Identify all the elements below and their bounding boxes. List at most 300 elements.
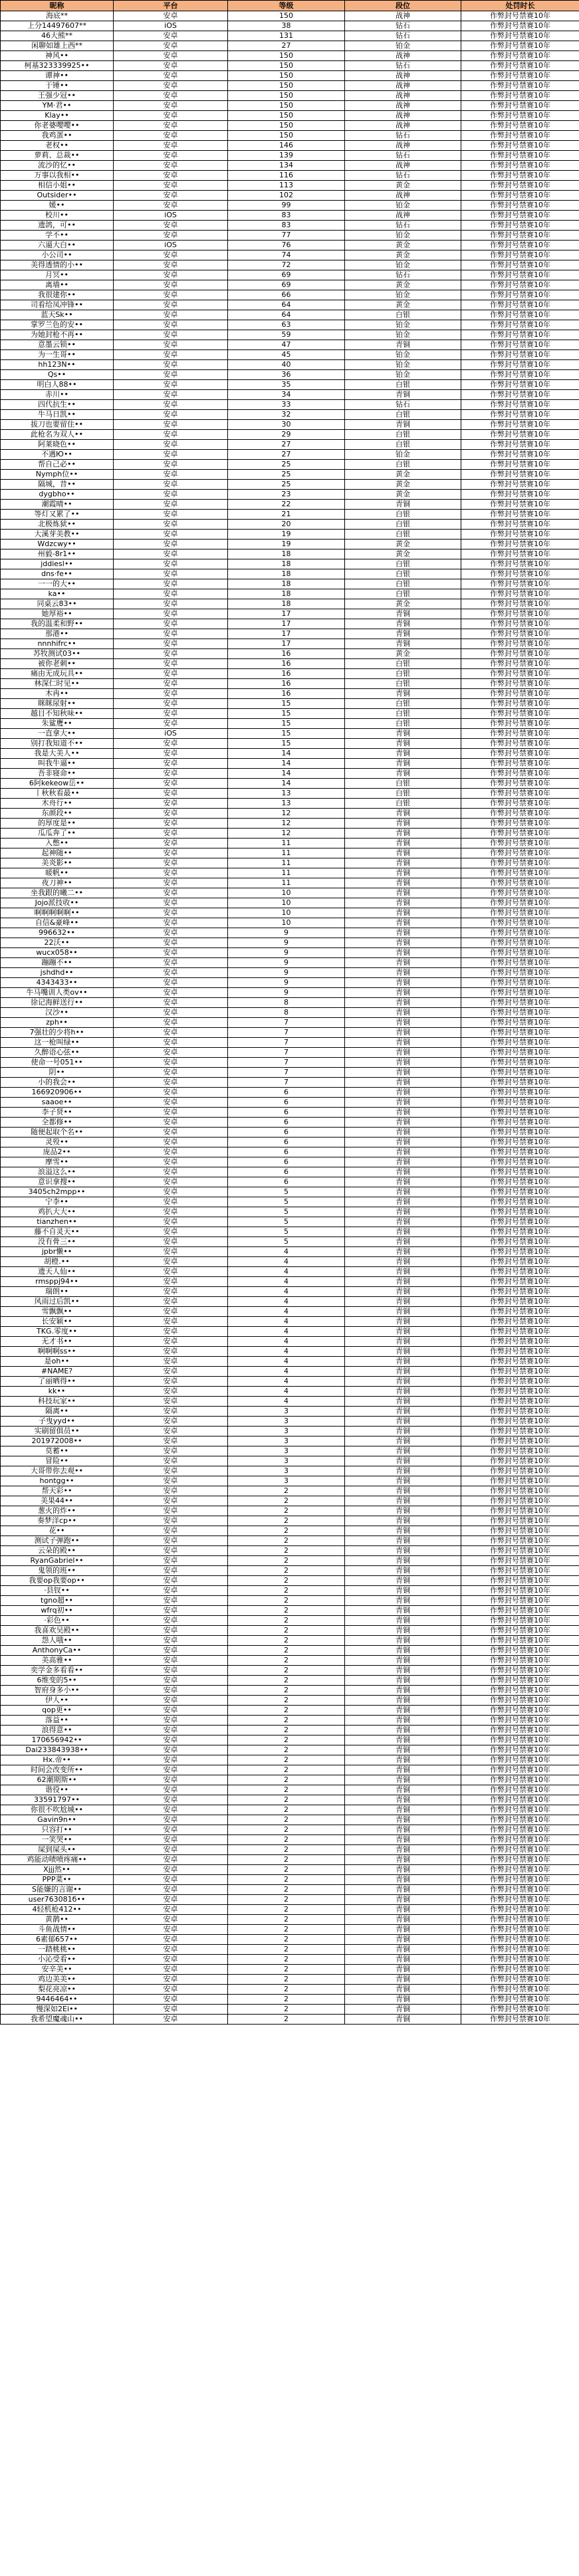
table-row bbox=[1, 1167, 579, 1177]
table-row bbox=[1, 1317, 579, 1327]
cell-platform: 安卓 bbox=[114, 1028, 228, 1038]
cell-level: 4 bbox=[228, 1267, 345, 1277]
cell-level: 10 bbox=[228, 918, 345, 928]
cell-nickname: Outsider•• bbox=[1, 191, 114, 201]
table-row bbox=[1, 579, 579, 589]
cell-nickname: 海底** bbox=[1, 11, 114, 21]
cell-nickname: 相信小姐•• bbox=[1, 181, 114, 191]
cell-platform: 安卓 bbox=[114, 1387, 228, 1397]
cell-rank: 白银 bbox=[345, 589, 461, 599]
table-row bbox=[1, 878, 579, 888]
cell-nickname: 不遇Ю•• bbox=[1, 450, 114, 460]
cell-nickname: 雪飘飘•• bbox=[1, 1307, 114, 1317]
cell-rank: 黄金 bbox=[345, 599, 461, 609]
cell-nickname: 被你老刺•• bbox=[1, 659, 114, 669]
cell-nickname: 屎到屎头•• bbox=[1, 1845, 114, 1855]
table-row bbox=[1, 41, 579, 51]
cell-level: 2 bbox=[228, 1516, 345, 1526]
cell-level: 18 bbox=[228, 599, 345, 609]
cell-nickname: 一直拿大•• bbox=[1, 729, 114, 739]
cell-nickname: 流沙的忆•• bbox=[1, 161, 114, 171]
table-row bbox=[1, 958, 579, 968]
cell-level: 30 bbox=[228, 420, 345, 430]
cell-rank: 黄金 bbox=[345, 540, 461, 549]
table-row bbox=[1, 1327, 579, 1337]
cell-penalty: 作弊封号禁赛10年 bbox=[461, 300, 579, 310]
cell-nickname: Wdzcwy•• bbox=[1, 540, 114, 549]
cell-platform: 安卓 bbox=[114, 1905, 228, 1915]
cell-rank: 青铜 bbox=[345, 1058, 461, 1068]
cell-nickname: 花•• bbox=[1, 1526, 114, 1536]
cell-platform: 安卓 bbox=[114, 1088, 228, 1098]
cell-level: 2 bbox=[228, 1716, 345, 1726]
cell-platform: 安卓 bbox=[114, 599, 228, 609]
cell-penalty: 作弊封号禁赛10年 bbox=[461, 1526, 579, 1536]
cell-platform: 安卓 bbox=[114, 121, 228, 131]
cell-nickname: AnthonyCa•• bbox=[1, 1646, 114, 1656]
cell-rank: 青铜 bbox=[345, 1616, 461, 1626]
table-row bbox=[1, 988, 579, 998]
table-row bbox=[1, 1955, 579, 1965]
cell-rank: 青铜 bbox=[345, 998, 461, 1008]
cell-nickname: S能嫌的言谢•• bbox=[1, 1885, 114, 1895]
cell-level: 16 bbox=[228, 669, 345, 679]
cell-nickname: 我喜欢吴殿•• bbox=[1, 1626, 114, 1636]
cell-platform: 安卓 bbox=[114, 1397, 228, 1407]
cell-platform: 安卓 bbox=[114, 1486, 228, 1496]
cell-level: 6 bbox=[228, 1138, 345, 1147]
cell-rank: 青铜 bbox=[345, 958, 461, 968]
cell-nickname: 鬼领的班•• bbox=[1, 1566, 114, 1576]
cell-rank: 青铜 bbox=[345, 1885, 461, 1895]
cell-platform: 安卓 bbox=[114, 1446, 228, 1456]
cell-penalty: 作弊封号禁赛10年 bbox=[461, 480, 579, 490]
cell-level: 9 bbox=[228, 988, 345, 998]
cell-nickname: 自信&豪峰•• bbox=[1, 918, 114, 928]
cell-penalty: 作弊封号禁赛10年 bbox=[461, 749, 579, 759]
cell-rank: 青铜 bbox=[345, 1237, 461, 1247]
cell-platform: 安卓 bbox=[114, 769, 228, 779]
cell-platform: 安卓 bbox=[114, 1586, 228, 1596]
cell-rank: 战神 bbox=[345, 91, 461, 101]
cell-level: 29 bbox=[228, 430, 345, 440]
cell-level: 3 bbox=[228, 1466, 345, 1476]
table-row bbox=[1, 549, 579, 559]
cell-level: 14 bbox=[228, 779, 345, 789]
table-row bbox=[1, 1197, 579, 1207]
cell-penalty: 作弊封号禁赛10年 bbox=[461, 1437, 579, 1446]
cell-platform: 安卓 bbox=[114, 2005, 228, 2015]
cell-rank: 青铜 bbox=[345, 1018, 461, 1028]
cell-platform: 安卓 bbox=[114, 1257, 228, 1267]
cell-rank: 钻石 bbox=[345, 151, 461, 161]
cell-rank: 青铜 bbox=[345, 1995, 461, 2005]
cell-nickname: Nymph位•• bbox=[1, 470, 114, 480]
cell-platform: 安卓 bbox=[114, 1347, 228, 1357]
cell-level: 83 bbox=[228, 211, 345, 221]
cell-platform: 安卓 bbox=[114, 1735, 228, 1745]
table-row bbox=[1, 21, 579, 31]
cell-nickname: ka•• bbox=[1, 589, 114, 599]
cell-penalty: 作弊封号禁赛10年 bbox=[461, 41, 579, 51]
cell-nickname: 大溪芽美教•• bbox=[1, 530, 114, 540]
cell-nickname: 长安颖•• bbox=[1, 1317, 114, 1327]
cell-level: 139 bbox=[228, 151, 345, 161]
table-row bbox=[1, 1696, 579, 1706]
cell-level: 2 bbox=[228, 1506, 345, 1516]
table-row bbox=[1, 978, 579, 988]
cell-rank: 青铜 bbox=[345, 1636, 461, 1646]
cell-platform: 安卓 bbox=[114, 1636, 228, 1646]
cell-nickname: 你很不吹尬城•• bbox=[1, 1805, 114, 1815]
cell-platform: 安卓 bbox=[114, 171, 228, 181]
cell-nickname: 一笑哭•• bbox=[1, 1835, 114, 1845]
cell-level: 2 bbox=[228, 1666, 345, 1676]
cell-nickname: 62潮期斯•• bbox=[1, 1775, 114, 1785]
cell-nickname: 斗鱼战情•• bbox=[1, 1925, 114, 1935]
cell-penalty: 作弊封号禁赛10年 bbox=[461, 1088, 579, 1098]
cell-level: 16 bbox=[228, 649, 345, 659]
table-row bbox=[1, 111, 579, 121]
cell-platform: 安卓 bbox=[114, 31, 228, 41]
cell-platform: 安卓 bbox=[114, 1157, 228, 1167]
cell-level: 22 bbox=[228, 500, 345, 510]
cell-rank: 青铜 bbox=[345, 340, 461, 350]
table-row bbox=[1, 250, 579, 260]
table-row bbox=[1, 1506, 579, 1516]
table-row bbox=[1, 141, 579, 151]
cell-penalty: 作弊封号禁赛10年 bbox=[461, 1407, 579, 1417]
cell-rank: 白银 bbox=[345, 789, 461, 799]
cell-nickname: 吾非寝命•• bbox=[1, 769, 114, 779]
table-row bbox=[1, 1466, 579, 1476]
cell-level: 76 bbox=[228, 241, 345, 250]
cell-rank: 青铜 bbox=[345, 1556, 461, 1566]
cell-rank: 青铜 bbox=[345, 1128, 461, 1138]
cell-nickname: 此枪名为双人•• bbox=[1, 430, 114, 440]
cell-platform: 安卓 bbox=[114, 410, 228, 420]
cell-level: 18 bbox=[228, 569, 345, 579]
cell-nickname: 为她封枪不再•• bbox=[1, 330, 114, 340]
cell-nickname: 李子贤•• bbox=[1, 1108, 114, 1118]
cell-level: 2 bbox=[228, 1646, 345, 1656]
cell-rank: 钻石 bbox=[345, 400, 461, 410]
cell-level: 150 bbox=[228, 131, 345, 141]
cell-level: 2 bbox=[228, 1765, 345, 1775]
cell-level: 9 bbox=[228, 938, 345, 948]
table-row bbox=[1, 11, 579, 21]
table-row bbox=[1, 799, 579, 809]
table-row bbox=[1, 241, 579, 250]
cell-level: 2 bbox=[228, 1855, 345, 1865]
cell-level: 6 bbox=[228, 1157, 345, 1167]
table-row bbox=[1, 998, 579, 1008]
cell-nickname: 遗天人仙•• bbox=[1, 1267, 114, 1277]
cell-penalty: 作弊封号禁赛10年 bbox=[461, 1466, 579, 1476]
cell-level: 150 bbox=[228, 11, 345, 21]
cell-penalty: 作弊封号禁赛10年 bbox=[461, 1955, 579, 1965]
table-row bbox=[1, 1058, 579, 1068]
cell-penalty: 作弊封号禁赛10年 bbox=[461, 759, 579, 769]
cell-rank: 青铜 bbox=[345, 1078, 461, 1088]
cell-rank: 白银 bbox=[345, 579, 461, 589]
table-row bbox=[1, 1008, 579, 1018]
cell-nickname: 46大熊** bbox=[1, 31, 114, 41]
cell-rank: 青铜 bbox=[345, 1118, 461, 1128]
cell-platform: 安卓 bbox=[114, 61, 228, 71]
cell-rank: 白银 bbox=[345, 510, 461, 520]
table-row bbox=[1, 928, 579, 938]
cell-platform: 安卓 bbox=[114, 609, 228, 619]
cell-platform: 安卓 bbox=[114, 1885, 228, 1895]
cell-nickname: 3405ch2mpp•• bbox=[1, 1187, 114, 1197]
cell-nickname: 冒险•• bbox=[1, 1456, 114, 1466]
cell-platform: 安卓 bbox=[114, 221, 228, 231]
cell-penalty: 作弊封号禁赛10年 bbox=[461, 639, 579, 649]
table-row bbox=[1, 1915, 579, 1925]
cell-nickname: ·彩色•• bbox=[1, 1616, 114, 1626]
table-row bbox=[1, 1686, 579, 1696]
cell-platform: 安卓 bbox=[114, 1795, 228, 1805]
cell-level: 77 bbox=[228, 231, 345, 241]
cell-level: 72 bbox=[228, 260, 345, 270]
cell-rank: 钻石 bbox=[345, 31, 461, 41]
cell-platform: 安卓 bbox=[114, 41, 228, 51]
cell-nickname: 只容打•• bbox=[1, 1825, 114, 1835]
table-row bbox=[1, 1925, 579, 1935]
cell-platform: 安卓 bbox=[114, 1875, 228, 1885]
cell-rank: 青铜 bbox=[345, 948, 461, 958]
cell-rank: 青铜 bbox=[345, 1337, 461, 1347]
table-row bbox=[1, 589, 579, 599]
cell-nickname: 7强壮的少将h•• bbox=[1, 1028, 114, 1038]
cell-platform: 安卓 bbox=[114, 1686, 228, 1696]
cell-rank: 铂金 bbox=[345, 290, 461, 300]
cell-rank: 青铜 bbox=[345, 878, 461, 888]
cell-nickname: user763081б•• bbox=[1, 1895, 114, 1905]
cell-rank: 青铜 bbox=[345, 1476, 461, 1486]
cell-platform: 安卓 bbox=[114, 1008, 228, 1018]
cell-penalty: 作弊封号禁赛10年 bbox=[461, 71, 579, 81]
cell-level: 2 bbox=[228, 1825, 345, 1835]
cell-level: 25 bbox=[228, 460, 345, 470]
cell-level: 2 bbox=[228, 1576, 345, 1586]
cell-platform: 安卓 bbox=[114, 81, 228, 91]
table-row bbox=[1, 1357, 579, 1367]
cell-nickname: 美高雅•• bbox=[1, 1656, 114, 1666]
cell-rank: 青铜 bbox=[345, 1546, 461, 1556]
cell-penalty: 作弊封号禁赛10年 bbox=[461, 739, 579, 749]
cell-penalty: 作弊封号禁赛10年 bbox=[461, 1586, 579, 1596]
cell-nickname: 使命一号051•• bbox=[1, 1058, 114, 1068]
cell-rank: 青铜 bbox=[345, 1965, 461, 1975]
table-row bbox=[1, 1556, 579, 1566]
cell-nickname: 9446464•• bbox=[1, 1995, 114, 2005]
cell-rank: 青铜 bbox=[345, 898, 461, 908]
cell-platform: 安卓 bbox=[114, 1955, 228, 1965]
cell-penalty: 作弊封号禁赛10年 bbox=[461, 1905, 579, 1915]
cell-level: 150 bbox=[228, 101, 345, 111]
cell-penalty: 作弊封号禁赛10年 bbox=[461, 569, 579, 579]
cell-platform: 安卓 bbox=[114, 958, 228, 968]
cell-platform: 安卓 bbox=[114, 1536, 228, 1546]
cell-nickname: 小沁受看•• bbox=[1, 1955, 114, 1965]
table-row bbox=[1, 1905, 579, 1915]
cell-platform: 安卓 bbox=[114, 1526, 228, 1536]
cell-penalty: 作弊封号禁赛10年 bbox=[461, 201, 579, 211]
cell-nickname: rmsppj94•• bbox=[1, 1277, 114, 1287]
table-row bbox=[1, 848, 579, 858]
cell-level: 6 bbox=[228, 1118, 345, 1128]
cell-penalty: 作弊封号禁赛10年 bbox=[461, 1456, 579, 1466]
cell-platform: 安卓 bbox=[114, 1805, 228, 1815]
table-row bbox=[1, 1277, 579, 1287]
cell-level: 20 bbox=[228, 520, 345, 530]
cell-penalty: 作弊封号禁赛10年 bbox=[461, 609, 579, 619]
table-row bbox=[1, 1187, 579, 1197]
header-penalty: 处罚时长 bbox=[461, 1, 579, 11]
cell-level: 13 bbox=[228, 789, 345, 799]
cell-rank: 战神 bbox=[345, 121, 461, 131]
cell-penalty: 作弊封号禁赛10年 bbox=[461, 1626, 579, 1636]
cell-nickname: 安辛美•• bbox=[1, 1965, 114, 1975]
cell-nickname: 四代抗生•• bbox=[1, 400, 114, 410]
table-row bbox=[1, 1586, 579, 1596]
cell-rank: 青铜 bbox=[345, 1905, 461, 1915]
table-row bbox=[1, 1975, 579, 1985]
cell-rank: 青铜 bbox=[345, 1626, 461, 1636]
cell-penalty: 作弊封号禁赛10年 bbox=[461, 659, 579, 669]
cell-penalty: 作弊封号禁赛10年 bbox=[461, 1716, 579, 1726]
cell-level: 5 bbox=[228, 1227, 345, 1237]
cell-platform: 安卓 bbox=[114, 1407, 228, 1417]
cell-penalty: 作弊封号禁赛10年 bbox=[461, 1965, 579, 1975]
cell-nickname: 小的我会•• bbox=[1, 1078, 114, 1088]
cell-level: 2 bbox=[228, 1656, 345, 1666]
cell-rank: 青铜 bbox=[345, 1586, 461, 1596]
cell-penalty: 作弊封号禁赛10年 bbox=[461, 161, 579, 171]
table-row bbox=[1, 191, 579, 201]
cell-rank: 青铜 bbox=[345, 1955, 461, 1965]
table-row bbox=[1, 520, 579, 530]
cell-nickname: 叫我牛逼•• bbox=[1, 759, 114, 769]
cell-nickname: 坐我跟的曦二•• bbox=[1, 888, 114, 898]
cell-penalty: 作弊封号禁赛10年 bbox=[461, 440, 579, 450]
cell-penalty: 作弊封号禁赛10年 bbox=[461, 928, 579, 938]
cell-platform: 安卓 bbox=[114, 1556, 228, 1566]
cell-penalty: 作弊封号禁赛10年 bbox=[461, 1706, 579, 1716]
cell-penalty: 作弊封号禁赛10年 bbox=[461, 1516, 579, 1526]
cell-rank: 青铜 bbox=[345, 1456, 461, 1466]
cell-level: 4 bbox=[228, 1277, 345, 1287]
table-row bbox=[1, 81, 579, 91]
cell-rank: 铂金 bbox=[345, 360, 461, 370]
cell-platform: 安卓 bbox=[114, 1377, 228, 1387]
cell-level: 7 bbox=[228, 1078, 345, 1088]
cell-rank: 青铜 bbox=[345, 749, 461, 759]
cell-nickname: 美炎影•• bbox=[1, 858, 114, 868]
cell-penalty: 作弊封号禁赛10年 bbox=[461, 1177, 579, 1187]
cell-rank: 白银 bbox=[345, 380, 461, 390]
cell-platform: 安卓 bbox=[114, 1098, 228, 1108]
cell-platform: 安卓 bbox=[114, 689, 228, 699]
table-row bbox=[1, 420, 579, 430]
cell-platform: 安卓 bbox=[114, 11, 228, 21]
cell-level: 7 bbox=[228, 1018, 345, 1028]
cell-nickname: 赤川•• bbox=[1, 390, 114, 400]
cell-penalty: 作弊封号禁赛10年 bbox=[461, 1646, 579, 1656]
cell-level: 15 bbox=[228, 699, 345, 709]
table-row bbox=[1, 868, 579, 878]
cell-level: 2 bbox=[228, 1805, 345, 1815]
cell-rank: 青铜 bbox=[345, 2005, 461, 2015]
cell-platform: 安卓 bbox=[114, 739, 228, 749]
cell-nickname: 浪得意•• bbox=[1, 1726, 114, 1735]
cell-nickname: #NAME? bbox=[1, 1367, 114, 1377]
cell-rank: 青铜 bbox=[345, 918, 461, 928]
table-row bbox=[1, 1815, 579, 1825]
cell-rank: 青铜 bbox=[345, 1446, 461, 1456]
cell-level: 2 bbox=[228, 1626, 345, 1636]
table-row bbox=[1, 729, 579, 739]
table-row bbox=[1, 938, 579, 948]
cell-nickname: 州毅-8r1•• bbox=[1, 549, 114, 559]
cell-nickname: jshdhd•• bbox=[1, 968, 114, 978]
table-row bbox=[1, 350, 579, 360]
cell-rank: 青铜 bbox=[345, 1287, 461, 1297]
table-row bbox=[1, 360, 579, 370]
cell-platform: 安卓 bbox=[114, 260, 228, 270]
cell-rank: 白银 bbox=[345, 799, 461, 809]
cell-nickname: 意识拿搜•• bbox=[1, 1177, 114, 1187]
cell-nickname: 潮霞晴•• bbox=[1, 500, 114, 510]
cell-nickname: 藤不自灵天•• bbox=[1, 1227, 114, 1237]
cell-level: 2 bbox=[228, 1875, 345, 1885]
table-row bbox=[1, 569, 579, 579]
cell-nickname: 北极炼狱•• bbox=[1, 520, 114, 530]
cell-rank: 铂金 bbox=[345, 450, 461, 460]
cell-rank: 青铜 bbox=[345, 1785, 461, 1795]
cell-rank: 黄金 bbox=[345, 250, 461, 260]
cell-nickname: 我要op我要op•• bbox=[1, 1576, 114, 1586]
table-row bbox=[1, 1138, 579, 1147]
table-row bbox=[1, 1147, 579, 1157]
table-row bbox=[1, 480, 579, 490]
cell-penalty: 作弊封号禁赛10年 bbox=[461, 1357, 579, 1367]
cell-nickname: 6维变的5•• bbox=[1, 1676, 114, 1686]
cell-rank: 青铜 bbox=[345, 1147, 461, 1157]
cell-nickname: 鸡扒大大•• bbox=[1, 1207, 114, 1217]
cell-level: 69 bbox=[228, 280, 345, 290]
cell-level: 14 bbox=[228, 749, 345, 759]
table-row bbox=[1, 101, 579, 111]
table-row bbox=[1, 908, 579, 918]
cell-level: 5 bbox=[228, 1207, 345, 1217]
cell-nickname: 林深仁时见•• bbox=[1, 679, 114, 689]
cell-penalty: 作弊封号禁赛10年 bbox=[461, 599, 579, 609]
table-row bbox=[1, 809, 579, 819]
cell-nickname: Dai233843938•• bbox=[1, 1745, 114, 1755]
cell-platform: 安卓 bbox=[114, 131, 228, 141]
cell-nickname: YM·君•• bbox=[1, 101, 114, 111]
cell-nickname: 鸡边美美•• bbox=[1, 1975, 114, 1985]
cell-penalty: 作弊封号禁赛10年 bbox=[461, 988, 579, 998]
cell-platform: 安卓 bbox=[114, 310, 228, 320]
cell-penalty: 作弊封号禁赛10年 bbox=[461, 1297, 579, 1307]
cell-platform: 安卓 bbox=[114, 1247, 228, 1257]
cell-platform: 安卓 bbox=[114, 1506, 228, 1516]
cell-rank: 青铜 bbox=[345, 1157, 461, 1167]
